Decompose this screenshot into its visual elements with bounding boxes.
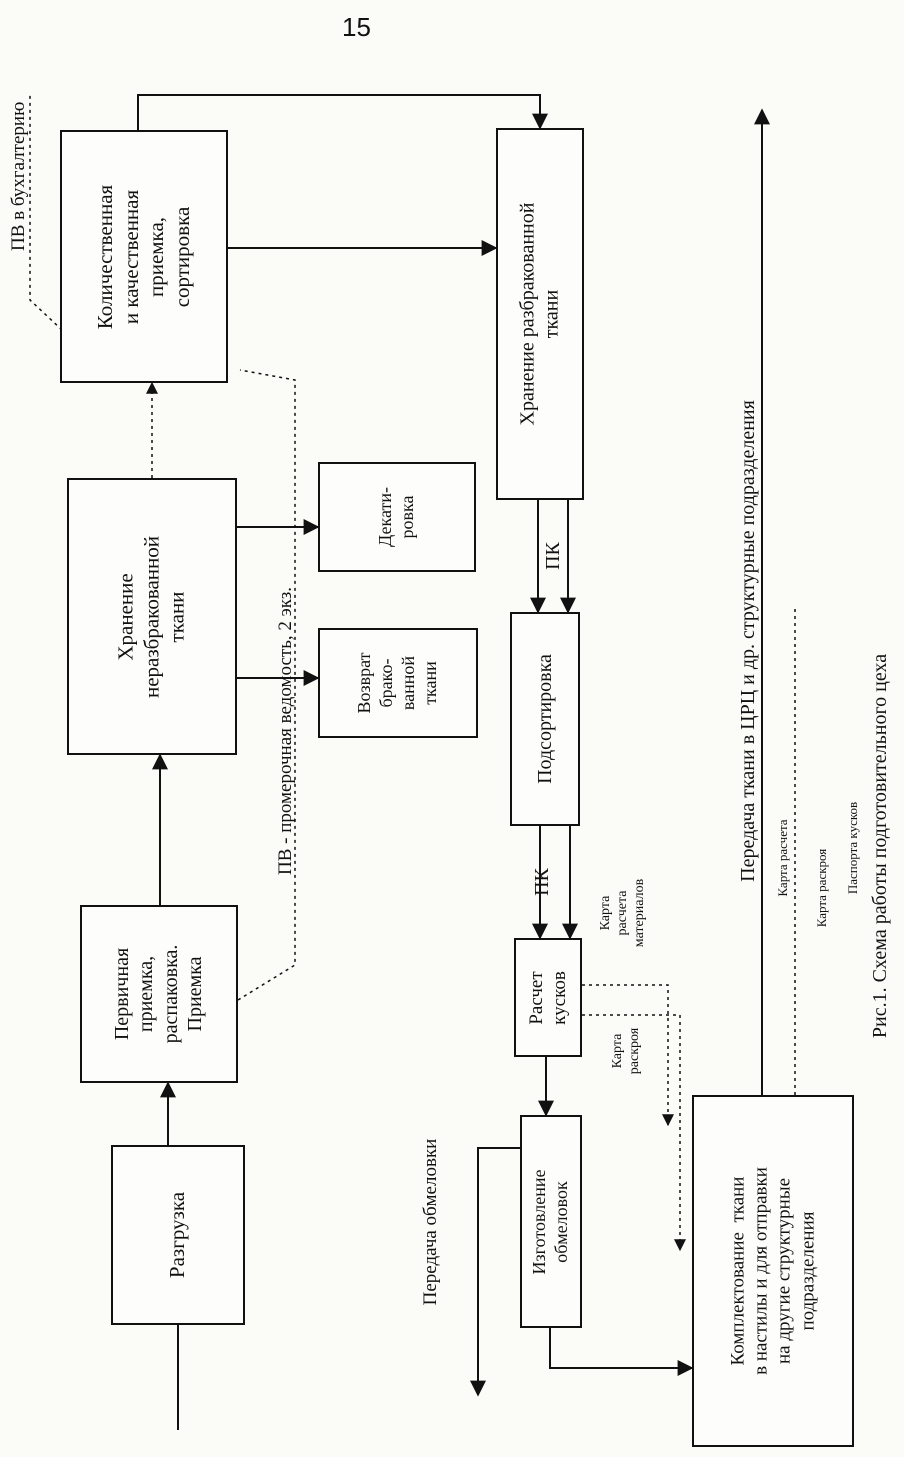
box-completing-label: Комплектование ткани в настилы и для отправки на другие структурные подразделения xyxy=(727,1167,819,1375)
box-completing xyxy=(692,1095,854,1447)
label-card-cutting: Карта раскроя xyxy=(610,1027,643,1075)
box-primary-acceptance-label: Первичная приемка, распаковка. Приемка xyxy=(111,944,207,1044)
box-calc-pieces-label: Расчет кусков xyxy=(525,970,570,1025)
box-return-defective xyxy=(318,628,478,738)
box-quantity-quality-label: Количественная и качественная приемка, сортировка xyxy=(92,184,194,329)
box-primary-acceptance xyxy=(80,905,238,1083)
box-subsorting-label: Подсортировка xyxy=(533,654,556,784)
box-decatizing xyxy=(318,462,476,572)
dotted-pv-accounting xyxy=(30,95,62,330)
figure-caption: Рис.1. Схема работы подготовительного цеха xyxy=(869,653,891,1039)
label-doc-card-calc: Карта расчета xyxy=(775,819,790,897)
label-pk-lower: ПК xyxy=(531,868,553,896)
label-pv-legend: ПВ - промерочная ведомость, 2 экз. xyxy=(275,586,296,876)
box-storage-sorted-label: Хранение разбракованной ткани xyxy=(516,202,563,426)
box-storage-sorted xyxy=(496,128,584,500)
label-transfer-fabric: Передача ткани в ЦРЦ и др. структурные подразделения xyxy=(737,400,759,882)
label-pv-accounting: ПВ в бухгалтерию xyxy=(8,101,29,251)
box-return-defective-label: Возврат брако- ванной ткани xyxy=(354,652,440,714)
arrow-templates-complete xyxy=(550,1328,692,1368)
arrow-qc-top xyxy=(138,95,540,130)
label-card-calc-materials: Карта расчета материалов xyxy=(598,878,648,948)
box-calc-pieces xyxy=(514,938,582,1057)
box-unloading-label: Разгрузка xyxy=(165,1191,190,1279)
label-pk-upper: ПК xyxy=(542,542,564,570)
box-making-templates xyxy=(520,1115,582,1328)
box-storage-unsorted xyxy=(67,478,237,755)
page-number: 15 xyxy=(342,12,371,42)
label-doc-card-cutting: Карта раскроя xyxy=(814,848,829,928)
box-making-templates-label: Изготовление обмеловок xyxy=(529,1169,571,1274)
box-subsorting xyxy=(510,612,580,826)
box-decatizing-label: Декати- ровка xyxy=(375,487,417,547)
label-doc-piece-passport: Паспорта кусков xyxy=(845,801,860,895)
box-quantity-quality xyxy=(60,130,228,383)
box-storage-unsorted-label: Хранение неразбракованной ткани xyxy=(113,535,189,698)
label-transfer-templates: Передача обмеловки xyxy=(420,1138,441,1306)
box-unloading xyxy=(111,1145,245,1325)
